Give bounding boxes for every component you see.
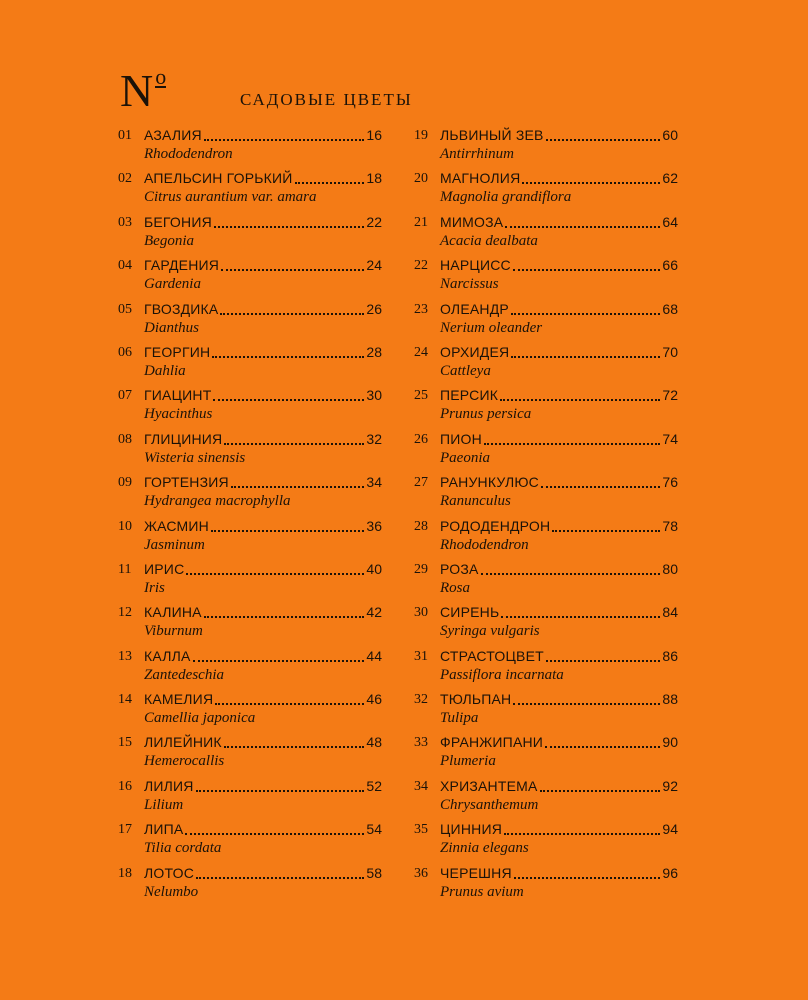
toc-entry[interactable] — [118, 560, 386, 603]
entry-latin-name: Ranunculus — [440, 493, 511, 510]
entry-number: 23 — [414, 301, 428, 317]
entry-number: 17 — [118, 822, 132, 838]
entry-latin-name: Wisteria sinensis — [144, 449, 246, 466]
dot-leader — [513, 269, 661, 271]
entry-number: 05 — [118, 301, 132, 317]
entry-name: ФРАНЖИПАНИ — [440, 734, 544, 751]
toc-entry[interactable] — [414, 169, 682, 212]
entry-name: ТЮЛЬПАН — [440, 691, 512, 708]
dot-leader — [231, 486, 365, 488]
entry-latin-name: Tulipa — [440, 710, 479, 727]
entry-latin-name: Hyacinthus — [144, 406, 213, 423]
entry-name: МАГНОЛИЯ — [440, 170, 521, 187]
number-sign-n: N — [120, 65, 154, 116]
dot-leader — [522, 182, 660, 184]
entry-latin-name: Rhododendron — [144, 146, 233, 162]
number-sign-o: o — [155, 64, 167, 89]
entry-latin-name: Citrus aurantium var. amara — [144, 189, 317, 206]
toc-entry[interactable] — [414, 343, 682, 386]
entry-latin-name: Hydrangea macrophylla — [144, 493, 291, 510]
entry-number: 18 — [118, 865, 132, 881]
entry-page: 24 — [366, 257, 382, 274]
dot-leader — [501, 616, 660, 618]
entry-line — [440, 864, 678, 883]
entry-latin-name: Begonia — [144, 232, 194, 249]
entry-latin-name: Jasminum — [144, 536, 205, 553]
entry-number: 06 — [118, 344, 132, 360]
entry-number: 34 — [414, 778, 428, 794]
entry-name: КАМЕЛИЯ — [144, 691, 214, 708]
entry-name: КАЛЛА — [144, 647, 191, 664]
dot-leader — [295, 182, 365, 184]
entry-latin-name: Narcissus — [440, 276, 499, 293]
entry-line — [440, 517, 678, 536]
toc-entry[interactable] — [414, 473, 682, 516]
entry-line — [144, 343, 382, 362]
entry-line — [440, 647, 678, 666]
dot-leader — [514, 877, 661, 879]
entry-name: ЛОТОС — [144, 864, 194, 881]
entry-name: ГЛИЦИНИЯ — [144, 430, 223, 447]
dot-leader — [511, 356, 660, 358]
toc-entry[interactable] — [414, 820, 682, 863]
dot-leader — [546, 139, 661, 141]
entry-page: 32 — [366, 430, 382, 447]
entry-line — [144, 473, 382, 492]
entry-number: 21 — [414, 214, 428, 230]
toc-entry[interactable] — [118, 300, 386, 343]
entry-name: ГИАЦИНТ — [144, 387, 212, 404]
entry-latin-name: Syringa vulgaris — [440, 623, 540, 640]
entry-page: 64 — [662, 213, 678, 230]
entry-name: ХРИЗАНТЕМА — [440, 777, 538, 794]
dot-leader — [220, 313, 364, 315]
entry-name: ЦИННИЯ — [440, 821, 503, 838]
entry-page: 62 — [662, 170, 678, 187]
entry-name: РОДОДЕНДРОН — [440, 517, 551, 534]
number-sign — [120, 64, 167, 116]
toc-entry[interactable] — [414, 690, 682, 733]
toc-entry[interactable] — [414, 256, 682, 299]
toc-entry[interactable] — [118, 343, 386, 386]
toc-entry[interactable] — [118, 256, 386, 299]
entry-number: 29 — [414, 561, 428, 577]
toc-entry[interactable] — [118, 473, 386, 516]
entry-number: 24 — [414, 344, 428, 360]
dot-leader — [204, 616, 365, 618]
dot-leader — [221, 269, 364, 271]
entry-number: 36 — [414, 865, 428, 881]
entry-name: ЖАСМИН — [144, 517, 209, 534]
entry-name: РОЗА — [440, 560, 479, 577]
entry-name: БЕГОНИЯ — [144, 213, 212, 230]
toc-entry[interactable] — [118, 690, 386, 733]
toc-entry[interactable] — [414, 213, 682, 256]
toc-entry[interactable] — [414, 517, 682, 560]
entry-line — [144, 517, 382, 536]
toc-entry[interactable] — [118, 820, 386, 863]
entry-number: 13 — [118, 648, 132, 664]
entry-line — [440, 430, 678, 449]
entry-number: 20 — [414, 171, 428, 187]
entry-page: 70 — [662, 343, 678, 360]
toc-entry[interactable] — [414, 777, 682, 820]
toc-entry[interactable] — [118, 430, 386, 473]
toc-entry[interactable] — [414, 386, 682, 429]
entry-name: ГВОЗДИКА — [144, 300, 219, 317]
dot-leader — [213, 399, 364, 401]
entry-latin-name: Magnolia grandiflora — [440, 189, 572, 206]
toc-column-left — [118, 126, 386, 907]
entry-number: 11 — [118, 561, 132, 577]
dot-leader — [204, 139, 365, 141]
entry-number: 04 — [118, 258, 132, 274]
entry-name: ЛИПА — [144, 821, 184, 838]
entry-page: 58 — [366, 864, 382, 881]
entry-page: 30 — [366, 387, 382, 404]
dot-leader — [215, 703, 364, 705]
entry-number: 22 — [414, 258, 428, 274]
entry-line — [144, 213, 382, 232]
dot-leader — [500, 399, 660, 401]
entry-number: 35 — [414, 822, 428, 838]
entry-page: 48 — [366, 734, 382, 751]
entry-latin-name: Rosa — [440, 579, 470, 596]
entry-name: ГАРДЕНИЯ — [144, 257, 220, 274]
entry-latin-name: Cattleya — [440, 362, 491, 379]
dot-leader — [185, 833, 364, 835]
entry-name: ГЕОРГИН — [144, 343, 211, 360]
entry-line — [440, 343, 678, 362]
toc-entry[interactable] — [414, 603, 682, 646]
entry-name: ЛИЛИЯ — [144, 777, 194, 794]
entry-page: 74 — [662, 430, 678, 447]
entry-latin-name: Dianthus — [144, 319, 200, 336]
entry-number: 26 — [414, 431, 428, 447]
entry-page: 76 — [662, 474, 678, 491]
toc-entry[interactable] — [118, 213, 386, 256]
entry-name: СТРАСТОЦВЕТ — [440, 647, 544, 664]
entry-page: 46 — [366, 691, 382, 708]
entry-line — [440, 733, 678, 752]
dot-leader — [546, 660, 661, 662]
entry-latin-name: Acacia dealbata — [440, 232, 538, 249]
toc-entry[interactable] — [118, 603, 386, 646]
entry-latin-name: Zantedeschia — [144, 666, 224, 683]
dot-leader — [540, 790, 661, 792]
entry-name: АПЕЛЬСИН ГОРЬКИЙ — [144, 170, 293, 187]
entry-page: 86 — [662, 647, 678, 664]
entry-number: 08 — [118, 431, 132, 447]
entry-line — [144, 560, 382, 579]
entry-latin-name: Passiflora incarnata — [440, 666, 564, 683]
dot-leader — [193, 660, 365, 662]
entry-latin-name: Hemerocallis — [144, 753, 225, 770]
entry-page: 92 — [662, 777, 678, 794]
entry-name: РАНУНКУЛЮС — [440, 474, 539, 491]
entry-latin-name: Prunus persica — [440, 406, 532, 423]
dot-leader — [196, 877, 364, 879]
entry-number: 03 — [118, 214, 132, 230]
entry-latin-name: Nelumbo — [144, 883, 199, 900]
dot-leader — [186, 573, 364, 575]
entry-name: ЛЬВИНЫЙ ЗЕВ — [440, 127, 544, 143]
entry-name: НАРЦИСС — [440, 257, 511, 274]
entry-latin-name: Chrysanthemum — [440, 796, 539, 813]
entry-page: 40 — [366, 560, 382, 577]
entry-latin-name: Camellia japonica — [144, 710, 256, 727]
entry-number: 10 — [118, 518, 132, 534]
entry-line — [440, 126, 678, 145]
entry-name: МИМОЗА — [440, 213, 504, 230]
entry-page: 36 — [366, 517, 382, 534]
entry-name: ПЕРСИК — [440, 387, 499, 404]
entry-page: 84 — [662, 604, 678, 621]
entry-line — [144, 603, 382, 622]
entry-name: ПИОН — [440, 430, 482, 447]
entry-line — [144, 864, 382, 883]
dot-leader — [552, 530, 660, 532]
entry-line — [144, 126, 382, 145]
entry-latin-name: Viburnum — [144, 623, 203, 640]
toc-entry[interactable] — [118, 126, 386, 169]
entry-latin-name: Zinnia elegans — [440, 840, 529, 857]
entry-latin-name: Paeonia — [440, 449, 490, 466]
entry-number: 25 — [414, 388, 428, 404]
entry-page: 60 — [662, 127, 678, 143]
toc-entry[interactable] — [118, 864, 386, 907]
dot-leader — [196, 790, 365, 792]
entry-latin-name: Antirrhinum — [440, 146, 514, 162]
dot-leader — [214, 226, 365, 228]
entry-latin-name: Iris — [144, 579, 165, 596]
toc-column-right — [414, 126, 682, 907]
entry-number: 09 — [118, 475, 132, 491]
entry-name: ОРХИДЕЯ — [440, 343, 510, 360]
entry-number: 14 — [118, 692, 132, 708]
entry-latin-name: Rhododendron — [440, 536, 529, 553]
entry-line — [144, 647, 382, 666]
entry-page: 52 — [366, 777, 382, 794]
toc-entry[interactable] — [414, 430, 682, 473]
entry-latin-name: Tilia cordata — [144, 840, 222, 857]
entry-page: 72 — [662, 387, 678, 404]
entry-line — [440, 169, 678, 188]
dot-leader — [212, 356, 364, 358]
entry-name: ИРИС — [144, 560, 185, 577]
dot-leader — [211, 530, 364, 532]
entry-number: 28 — [414, 518, 428, 534]
toc-entry[interactable] — [414, 733, 682, 776]
page-title: САДОВЫЕ ЦВЕТЫ — [240, 90, 413, 109]
entry-number: 01 — [118, 128, 132, 143]
entry-page: 88 — [662, 691, 678, 708]
entry-page: 66 — [662, 257, 678, 274]
entry-page: 26 — [366, 300, 382, 317]
entry-name: ОЛЕАНДР — [440, 300, 509, 317]
entry-page: 54 — [366, 821, 382, 838]
entry-page: 22 — [366, 213, 382, 230]
entry-line — [440, 820, 678, 839]
toc-entry[interactable] — [414, 864, 682, 907]
dot-leader — [484, 443, 660, 445]
entry-line — [144, 300, 382, 319]
entry-line — [144, 256, 382, 275]
entry-latin-name: Gardenia — [144, 276, 201, 293]
entry-line — [144, 777, 382, 796]
entry-line — [440, 256, 678, 275]
entry-number: 19 — [414, 128, 428, 143]
entry-latin-name: Plumeria — [440, 753, 496, 770]
entry-line — [440, 473, 678, 492]
toc-entry[interactable] — [414, 560, 682, 603]
dot-leader — [224, 443, 364, 445]
dot-leader — [511, 313, 660, 315]
dot-leader — [513, 703, 660, 705]
dot-leader — [541, 486, 661, 488]
entry-line — [440, 603, 678, 622]
entry-line — [144, 733, 382, 752]
entry-number: 07 — [118, 388, 132, 404]
entry-page: 42 — [366, 604, 382, 621]
toc-entry[interactable] — [118, 169, 386, 212]
entry-name: СИРЕНЬ — [440, 604, 500, 621]
entry-page: 28 — [366, 343, 382, 360]
dot-leader — [545, 746, 660, 748]
entry-page: 96 — [662, 864, 678, 881]
entry-line — [144, 169, 382, 188]
entry-number: 15 — [118, 735, 132, 751]
entry-number: 30 — [414, 605, 428, 621]
toc-entry[interactable] — [118, 517, 386, 560]
entry-name: КАЛИНА — [144, 604, 202, 621]
entry-number: 27 — [414, 475, 428, 491]
entry-page: 34 — [366, 474, 382, 491]
entry-line — [440, 560, 678, 579]
toc-entry[interactable] — [118, 647, 386, 690]
entry-page: 18 — [366, 170, 382, 187]
entry-page: 44 — [366, 647, 382, 664]
entry-line — [440, 213, 678, 232]
entry-line — [440, 777, 678, 796]
toc-entry[interactable] — [118, 733, 386, 776]
entry-number: 33 — [414, 735, 428, 751]
toc-entry[interactable] — [118, 386, 386, 429]
toc-entry[interactable] — [118, 777, 386, 820]
toc-entry[interactable] — [414, 647, 682, 690]
dot-leader — [224, 746, 365, 748]
entry-page: 90 — [662, 734, 678, 751]
entry-line — [440, 300, 678, 319]
entry-page: 80 — [662, 560, 678, 577]
entry-number: 12 — [118, 605, 132, 621]
entry-page: 94 — [662, 821, 678, 838]
entry-number: 02 — [118, 171, 132, 187]
entry-name: АЗАЛИЯ — [144, 127, 202, 143]
entry-name: ЧЕРЕШНЯ — [440, 864, 512, 881]
entry-line — [144, 690, 382, 709]
dot-leader — [481, 573, 661, 575]
toc-entry[interactable] — [414, 126, 682, 169]
entry-page: 68 — [662, 300, 678, 317]
entry-number: 31 — [414, 648, 428, 664]
dot-leader — [504, 833, 660, 835]
entry-latin-name: Dahlia — [144, 362, 186, 379]
entry-line — [144, 820, 382, 839]
toc-entry[interactable] — [414, 300, 682, 343]
entry-line — [440, 386, 678, 405]
dot-leader — [505, 226, 660, 228]
entry-name: ЛИЛЕЙНИК — [144, 734, 222, 751]
entry-latin-name: Prunus avium — [440, 883, 524, 900]
entry-latin-name: Nerium oleander — [440, 319, 543, 336]
entry-line — [440, 690, 678, 709]
entry-line — [144, 386, 382, 405]
entry-number: 16 — [118, 778, 132, 794]
entry-name: ГОРТЕНЗИЯ — [144, 474, 229, 491]
entry-page: 78 — [662, 517, 678, 534]
entry-line — [144, 430, 382, 449]
entry-number: 32 — [414, 692, 428, 708]
entry-page: 16 — [366, 127, 382, 143]
entry-latin-name: Lilium — [144, 796, 184, 813]
